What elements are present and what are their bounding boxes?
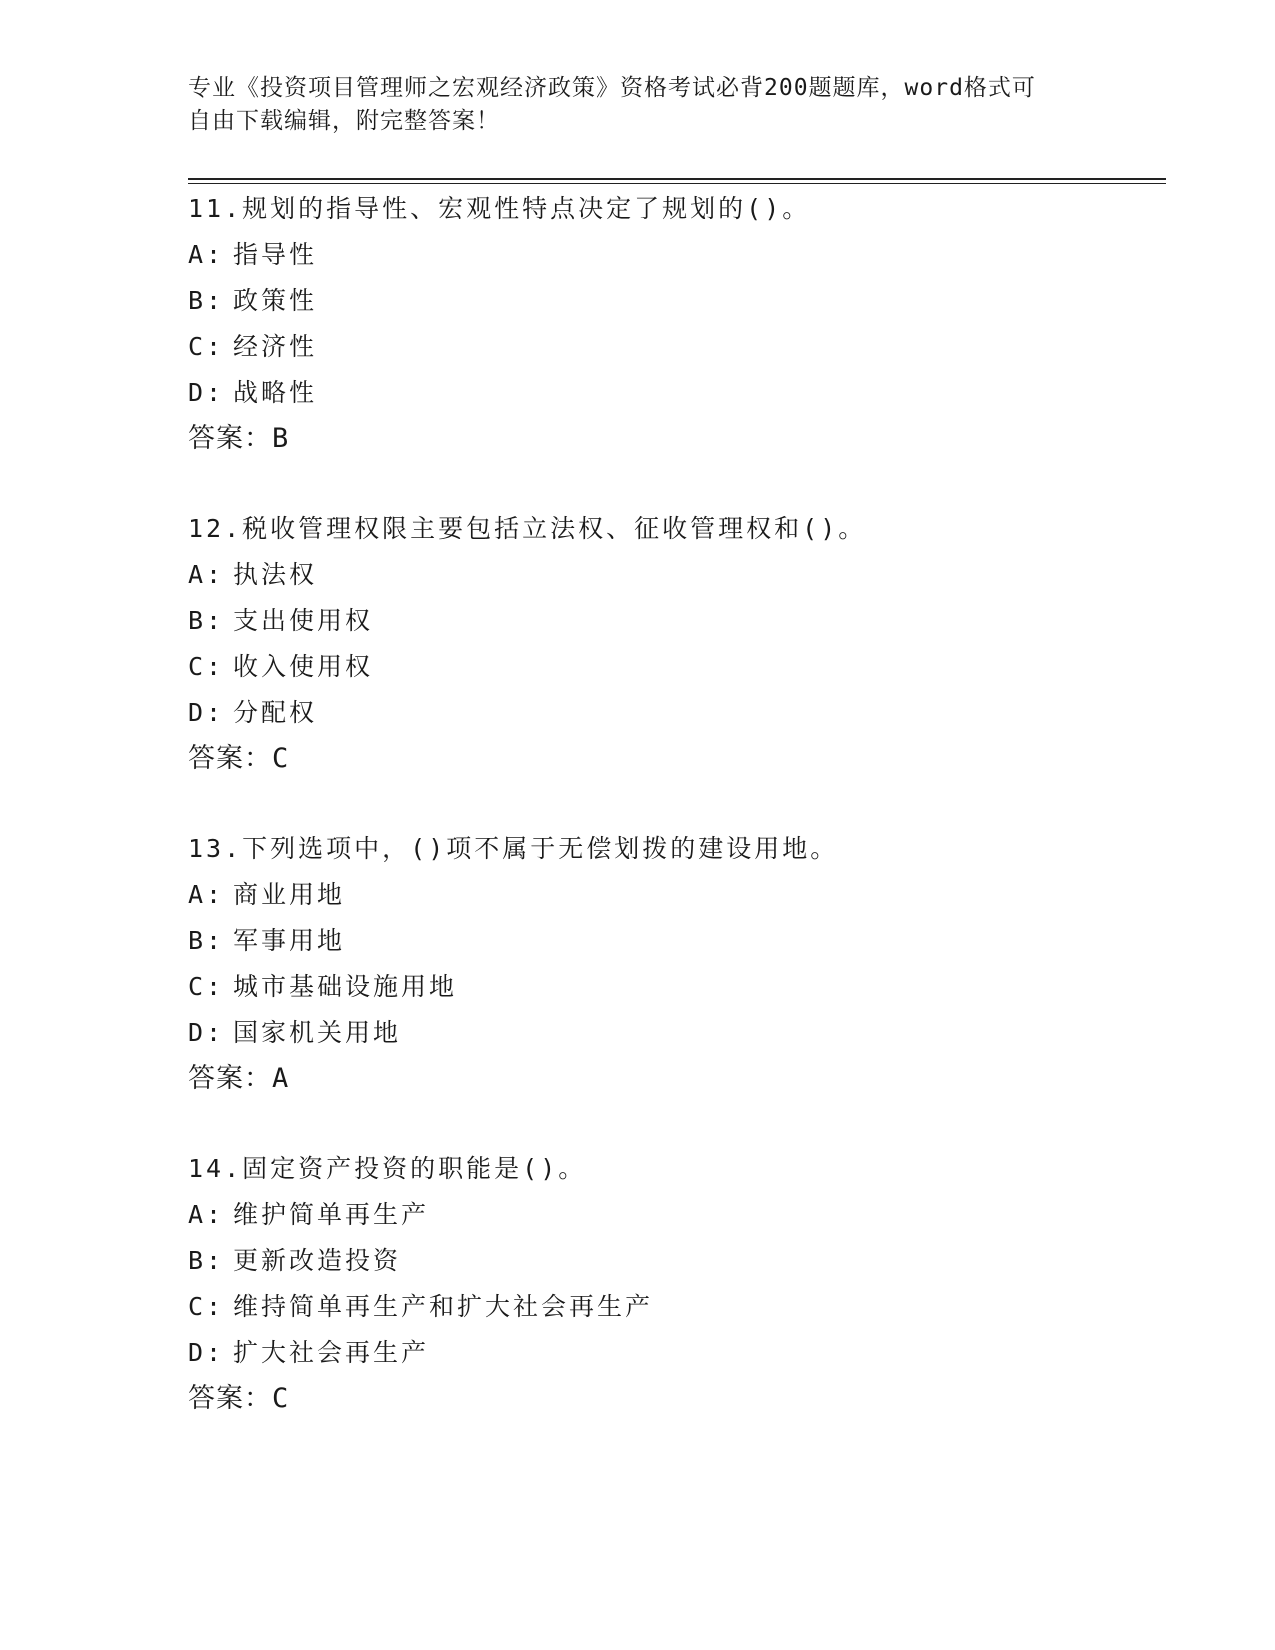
option-d — [188, 690, 1168, 736]
option-text: 维护简单再生产 — [233, 1200, 430, 1229]
answer-line: 答案：C — [188, 743, 290, 774]
option-text: 指导性 — [233, 240, 318, 269]
option-letter: D: — [188, 698, 225, 727]
option-letter: A: — [188, 880, 225, 909]
option-text: 战略性 — [233, 378, 318, 407]
option-a — [188, 1192, 1168, 1238]
option-a — [188, 232, 1168, 278]
option-letter: A: — [188, 560, 225, 589]
option-letter: C: — [188, 1292, 225, 1321]
option-d — [188, 1330, 1168, 1376]
answer-line: 答案：A — [188, 1063, 290, 1094]
option-text: 更新改造投资 — [233, 1246, 402, 1275]
option-letter: C: — [188, 652, 225, 681]
option-c — [188, 324, 1168, 370]
option-text: 执法权 — [233, 560, 318, 589]
option-d — [188, 1010, 1168, 1056]
answer-line: 答案：C — [188, 1383, 290, 1414]
option-b — [188, 918, 1168, 964]
option-a — [188, 552, 1168, 598]
header-line-1: 专业《投资项目管理师之宏观经济政策》资格考试必背200题题库，word格式可 — [188, 75, 1036, 101]
option-c — [188, 644, 1168, 690]
header-line-2: 自由下载编辑，附完整答案！ — [188, 108, 500, 134]
option-text: 维持简单再生产和扩大社会再生产 — [233, 1292, 654, 1321]
option-b — [188, 598, 1168, 644]
option-c — [188, 1284, 1168, 1330]
header-divider-thick — [188, 178, 1166, 180]
option-b — [188, 278, 1168, 324]
option-text: 分配权 — [233, 698, 318, 727]
option-text: 商业用地 — [233, 880, 346, 909]
question-stem: 13.下列选项中，()项不属于无偿划拨的建设用地。 — [188, 834, 839, 863]
option-letter: D: — [188, 1018, 225, 1047]
option-text: 政策性 — [233, 286, 318, 315]
option-a — [188, 872, 1168, 918]
option-letter: C: — [188, 972, 225, 1001]
option-text: 收入使用权 — [233, 652, 374, 681]
option-letter: B: — [188, 286, 225, 315]
option-letter: C: — [188, 332, 225, 361]
option-letter: B: — [188, 1246, 225, 1275]
question-stem: 14.固定资产投资的职能是()。 — [188, 1154, 587, 1183]
option-letter: D: — [188, 1338, 225, 1367]
option-letter: A: — [188, 240, 225, 269]
option-d — [188, 370, 1168, 416]
option-text: 经济性 — [233, 332, 318, 361]
option-b — [188, 1238, 1168, 1284]
question-stem: 11.规划的指导性、宏观性特点决定了规划的()。 — [188, 194, 811, 223]
option-letter: D: — [188, 378, 225, 407]
document-header — [188, 72, 1088, 138]
option-c — [188, 964, 1168, 1010]
question-14 — [188, 1146, 1168, 1422]
option-text: 城市基础设施用地 — [233, 972, 458, 1001]
option-letter: B: — [188, 606, 225, 635]
option-text: 国家机关用地 — [233, 1018, 402, 1047]
question-stem: 12.税收管理权限主要包括立法权、征收管理权和()。 — [188, 514, 867, 543]
question-11 — [188, 186, 1168, 462]
answer-line: 答案：B — [188, 423, 290, 454]
question-12 — [188, 506, 1168, 782]
option-text: 军事用地 — [233, 926, 346, 955]
option-text: 支出使用权 — [233, 606, 374, 635]
header-divider-thin — [188, 183, 1166, 184]
option-text: 扩大社会再生产 — [233, 1338, 430, 1367]
option-letter: A: — [188, 1200, 225, 1229]
question-13 — [188, 826, 1168, 1102]
option-letter: B: — [188, 926, 225, 955]
